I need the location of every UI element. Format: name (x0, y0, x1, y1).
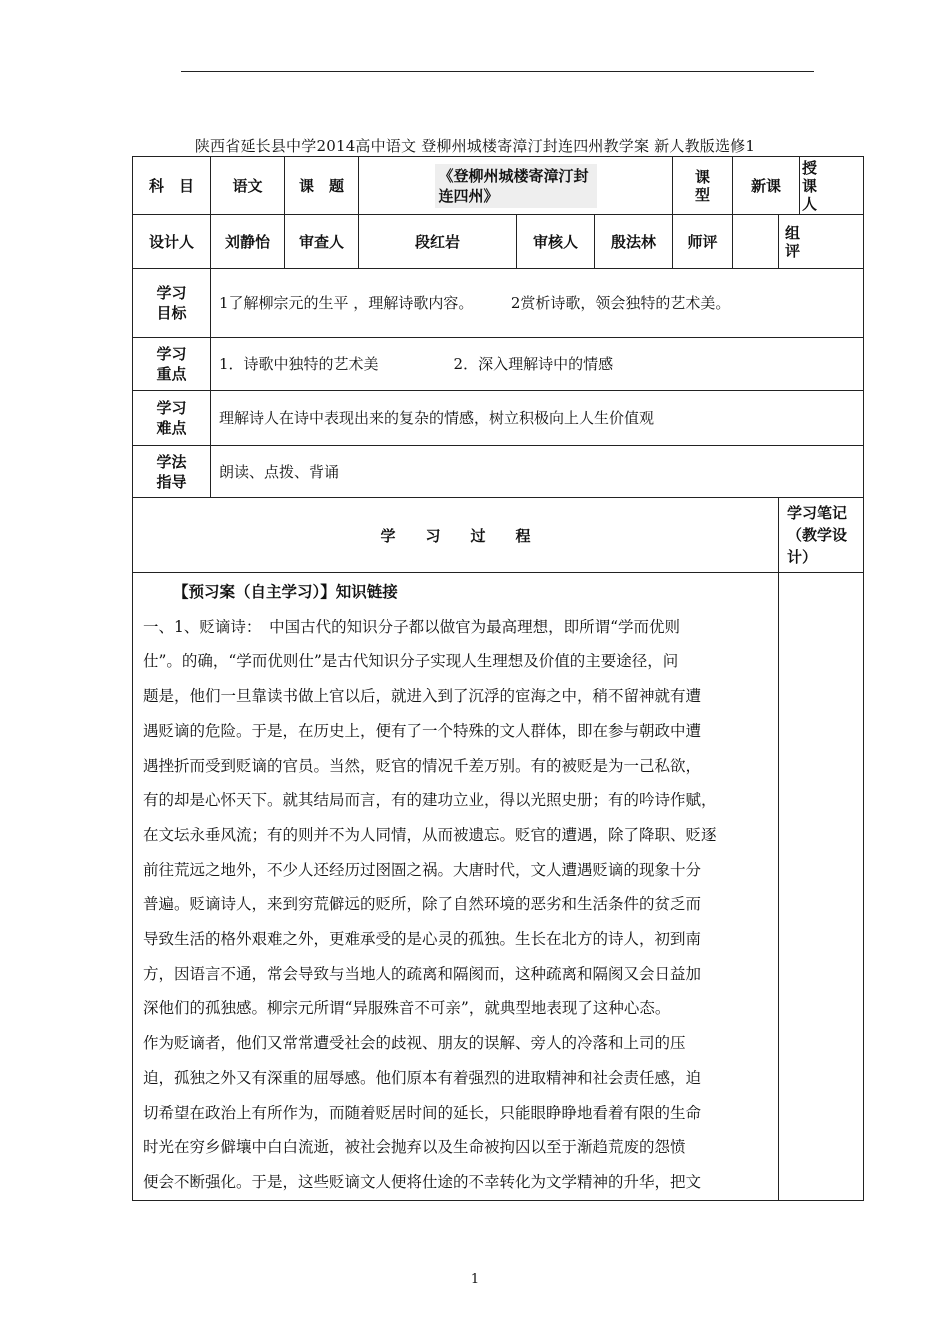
row-objectives (133, 269, 864, 338)
method-content: 朗读、点拨、背诵 (211, 446, 864, 498)
difficulties-label: 学习难点 (133, 391, 211, 446)
body-line: 导致生活的格外艰难之外，更难承受的是心灵的孤独。生长在北方的诗人，初到南 (143, 930, 702, 949)
reviewer-label: 审查人 (285, 215, 359, 269)
body-line: 遇挫折而受到贬谪的官员。当然，贬官的情况千差万别。有的被贬是为一己私欲， (143, 756, 702, 775)
process-body (133, 573, 779, 1201)
objectives-content: 1了解柳宗元的生平 ，理解诗歌内容。 2赏析诗歌，领会独特的艺术美。 (211, 269, 864, 338)
auditor-label: 审核人 (517, 215, 595, 269)
objectives-label: 学习目标 (133, 269, 211, 338)
body-line: 方，因语言不通，常会导致与当地人的疏离和隔阂而，这种疏离和隔阂又会日益加 (143, 964, 702, 983)
auditor-name: 殷法林 (595, 215, 673, 269)
body-line: 在文坛永垂风流；有的则并不为人同情，从而被遗忘。贬官的遭遇，除了降职、贬逐 (143, 825, 717, 844)
designer-name: 刘静怡 (211, 215, 285, 269)
lesson-title: 《登柳州城楼寄漳汀封连四州》 (435, 164, 597, 208)
body-line: 作为贬谪者，他们又常常遭受社会的歧视、朋友的误解、旁人的冷落和上司的压 (143, 1034, 686, 1053)
header-row-2 (133, 215, 864, 269)
row-key-points (133, 338, 864, 391)
teacher-eval-value (733, 215, 779, 269)
type-value: 新课 (733, 157, 800, 215)
subject-label: 科 目 (133, 157, 211, 215)
group-eval-label: 组评 (779, 215, 864, 269)
body-line: 普遍。贬谪诗人，来到穷荒僻远的贬所，除了自然环境的恶劣和生活条件的贫乏而 (143, 895, 702, 914)
body-line: 前往荒远之地外，不少人还经历过囹圄之祸。大唐时代，文人遭遇贬谪的现象十分 (143, 860, 702, 879)
body-line: 便会不断强化。于是，这些贬谪文人便将仕途的不幸转化为文学精神的升华，把文 (143, 1172, 702, 1191)
notes-column (779, 573, 864, 1201)
row-process-header (133, 498, 864, 573)
difficulties-content: 理解诗人在诗中表现出来的复杂的情感，树立积极向上人生价值观 (211, 391, 864, 446)
type-label: 课型 (673, 157, 733, 215)
body-line: 时光在穷乡僻壤中白白流逝，被社会抛弃以及生命被拘囚以至于渐趋荒废的怨愤 (143, 1138, 686, 1157)
body-line: 切希望在政治上有所作为，而随着贬居时间的延长，只能眼睁睁地看着有限的生命 (143, 1103, 702, 1122)
body-line: 深他们的孤独感。柳宗元所谓“异服殊音不可亲”，就典型地表现了这种心态。 (143, 999, 671, 1018)
teacher-eval-label: 师评 (673, 215, 733, 269)
header-rule (181, 71, 814, 72)
teacher-label: 授课人 (800, 157, 864, 215)
document-title: 陕西省延长县中学2014高中语文 登柳州城楼寄漳汀封连四州教学案 新人教版选修1 (194, 137, 756, 155)
row-process-body (133, 573, 864, 1201)
notes-label: 学习笔记（教学设计） (779, 498, 864, 573)
preview-heading: 【预习案（自主学习）】知识链接 (173, 582, 398, 601)
body-line: 一、1、贬谪诗： 中国古代的知识分子都以做官为最高理想，即所谓“学而优则 (143, 617, 681, 636)
header-row-1 (133, 157, 864, 215)
key-points-content: 1．诗歌中独特的艺术美 2．深入理解诗中的情感 (211, 338, 864, 391)
body-line: 仕”。的确，“学而优则仕”是古代知识分子实现人生理想及价值的主要途径，问 (143, 652, 679, 671)
body-line: 有的却是心怀天下。就其结局而言，有的建功立业，得以光照史册；有的吟诗作赋， (143, 791, 717, 810)
body-line: 题是，他们一旦靠读书做上官以后，就进入到了沉浮的宦海之中，稍不留神就有遭 (143, 687, 702, 706)
lesson-label: 课 题 (285, 157, 359, 215)
lesson-plan-table (132, 156, 864, 1201)
key-points-label: 学习重点 (133, 338, 211, 391)
process-label: 学习过程 (133, 498, 779, 573)
body-line: 迫，孤独之外又有深重的屈辱感。他们原本有着强烈的进取精神和社会责任感，迫 (143, 1068, 702, 1087)
reviewer-name: 段红岩 (359, 215, 517, 269)
designer-label: 设计人 (133, 215, 211, 269)
lesson-title-cell (359, 157, 673, 215)
row-difficulties (133, 391, 864, 446)
body-line: 遇贬谪的危险。于是，在历史上，便有了一个特殊的文人群体，即在参与朝政中遭 (143, 721, 702, 740)
method-label: 学法指导 (133, 446, 211, 498)
page-number: 1 (470, 1272, 480, 1287)
subject-value: 语文 (211, 157, 285, 215)
row-method (133, 446, 864, 498)
